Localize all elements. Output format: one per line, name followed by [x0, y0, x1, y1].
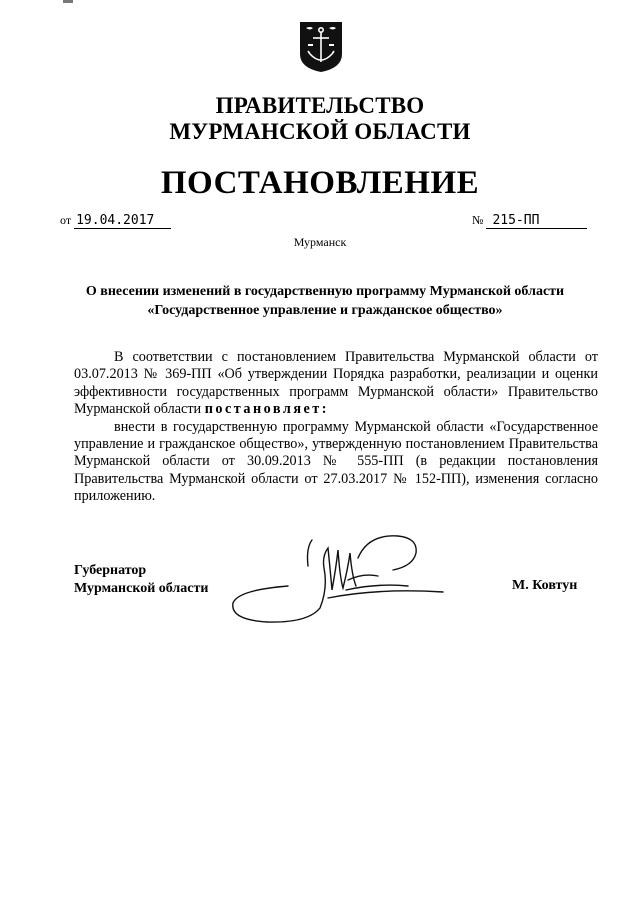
body-paragraph-1 — [74, 349, 598, 419]
org-name-line1: ПРАВИТЕЛЬСТВО — [215, 93, 425, 118]
subject-line1: О внесении изменений в государственную программу Мурманской области — [85, 284, 565, 299]
handwritten-signature — [228, 528, 448, 628]
body-paragraph-2: внести в государственную программу Мурманской области «Государственное управление и гражданское общество», утвержденную постановлением Правительства Мурманской области от 30.09.2013 № 555-ПП (в редакции постановления Правительства Мурманской области от 27.03.2017 № 152-ПП), изменения согласно приложению. — [74, 418, 598, 505]
document-body — [74, 349, 598, 506]
signatory-title-line1: Губернатор — [74, 563, 147, 578]
number-prefix: № — [472, 213, 484, 227]
date-value: 19.04.2017 — [74, 213, 171, 229]
para1-text: В соответствии с постановлением Правительства Мурманской области от 03.07.2013 № 369-ПП «Об утверждении Порядка разработки, реализации и оценки эффективности государственных программ Мурманской области» Правительство Мурманской области — [74, 349, 598, 418]
number-field — [472, 213, 587, 229]
date-prefix: от — [60, 213, 72, 227]
coat-of-arms-icon — [298, 20, 344, 74]
signatory-title — [74, 562, 208, 598]
para1-emphasis: постановляет: — [204, 401, 330, 418]
subject-line2: «Государственное управление и гражданское общество» — [147, 303, 503, 318]
number-value: 215-ПП — [486, 213, 587, 229]
signatory-title-line2: Мурманской области — [74, 581, 209, 596]
document-type-title: ПОСТАНОВЛЕНИЕ — [160, 165, 480, 201]
signatory-name: М. Ковтун — [512, 578, 578, 593]
scan-artifact — [63, 0, 73, 3]
date-field — [60, 213, 171, 229]
document-subject — [60, 282, 590, 320]
org-name-line2: МУРМАНСКОЙ ОБЛАСТИ — [169, 119, 471, 144]
city-name: Мурманск — [293, 235, 347, 249]
